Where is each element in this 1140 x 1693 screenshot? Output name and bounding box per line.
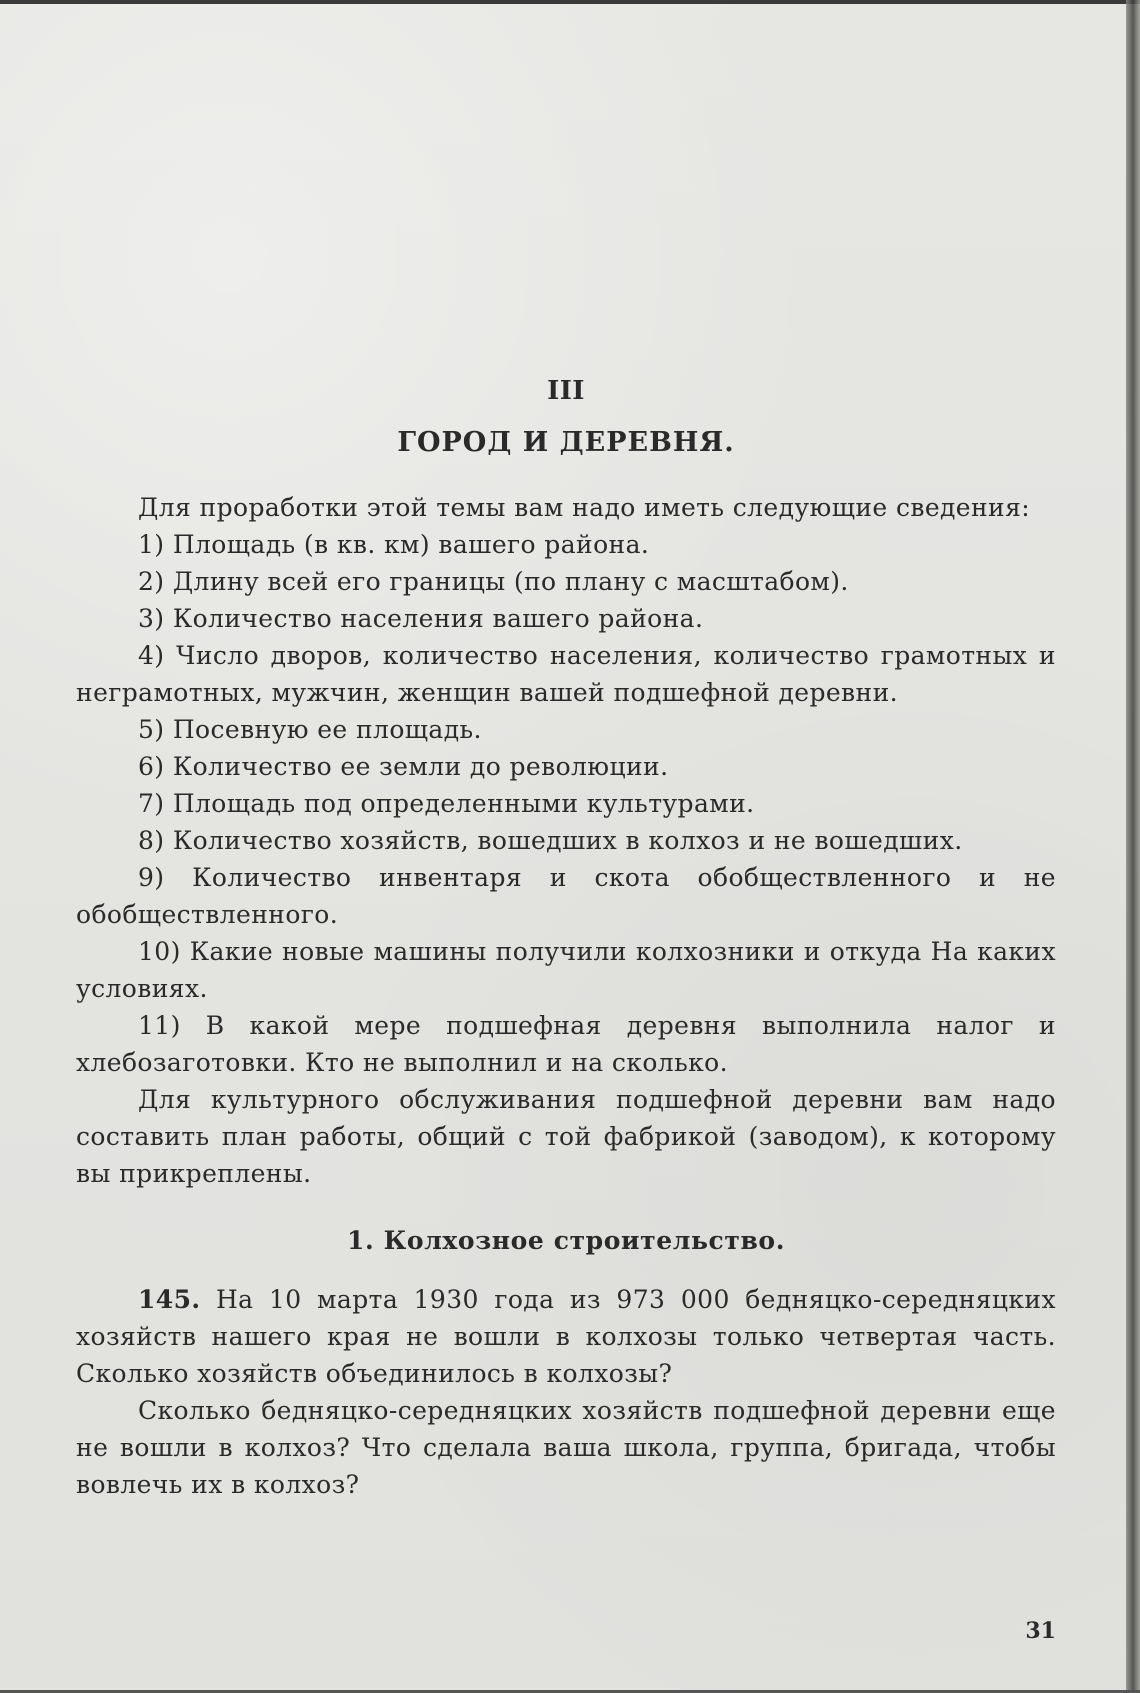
problem-paragraph	[76, 1281, 1056, 1392]
list-item: 9) Количество инвентаря и скота обобществленного и не обобществленного.	[76, 863, 1056, 929]
page-top-edge	[0, 0, 1140, 4]
problem-number: 145.	[138, 1285, 201, 1314]
list-item: 11) В какой мере подшефная деревня выполнила налог и хлебозаготовки. Кто не выполнил и на сколько.	[76, 1011, 1056, 1077]
section-number: III	[547, 376, 585, 406]
requirements-list	[76, 526, 1056, 1081]
list-item: 5) Посевную ее площадь.	[138, 715, 482, 744]
page-right-edge	[1126, 0, 1140, 1693]
list-item: 10) Какие новые машины получили колхозники и откуда На каких условиях.	[76, 937, 1056, 1003]
list-item: 2) Длину всей его границы (по плану с масштабом).	[138, 567, 849, 596]
subsection-title: 1. Колхозное строительство.	[346, 1226, 786, 1255]
page-number: 31	[1025, 1618, 1056, 1644]
page-content	[76, 355, 1056, 1503]
problem-text: На 10 марта 1930 года из 973 000 бедняцко-середняцких хозяйств нашего края не вошли в колхозы только четвертая часть. Сколько хозяйств объединилось в колхозы?	[76, 1285, 1056, 1388]
list-item: 7) Площадь под определенными культурами.	[138, 789, 755, 818]
problem-followup: Сколько бедняцко-середняцких хозяйств подшефной деревни еще не вошли в колхоз? Что сделала ваша школа, группа, бригада, чтобы вовлечь их в колхоз?	[76, 1396, 1056, 1499]
page-title: ГОРОД И ДЕРЕВНЯ.	[397, 427, 735, 458]
list-item: 1) Площадь (в кв. км) вашего района.	[138, 530, 650, 559]
list-item: 3) Количество населения вашего района.	[138, 604, 704, 633]
plan-paragraph: Для культурного обслуживания подшефной деревни вам надо составить план работы, общий с той фабрикой (заводом), к которому вы прикреплены.	[76, 1085, 1056, 1188]
list-item: 6) Количество ее земли до революции.	[138, 752, 669, 781]
list-item: 8) Количество хозяйств, вошедших в колхоз и не вошедших.	[138, 826, 963, 855]
list-item: 4) Число дворов, количество населения, количество грамотных и неграмотных, мужчин, женщин вашей подшефной деревни.	[76, 641, 1056, 707]
intro-paragraph: Для проработки этой темы вам надо иметь следующие сведения:	[138, 493, 1031, 522]
